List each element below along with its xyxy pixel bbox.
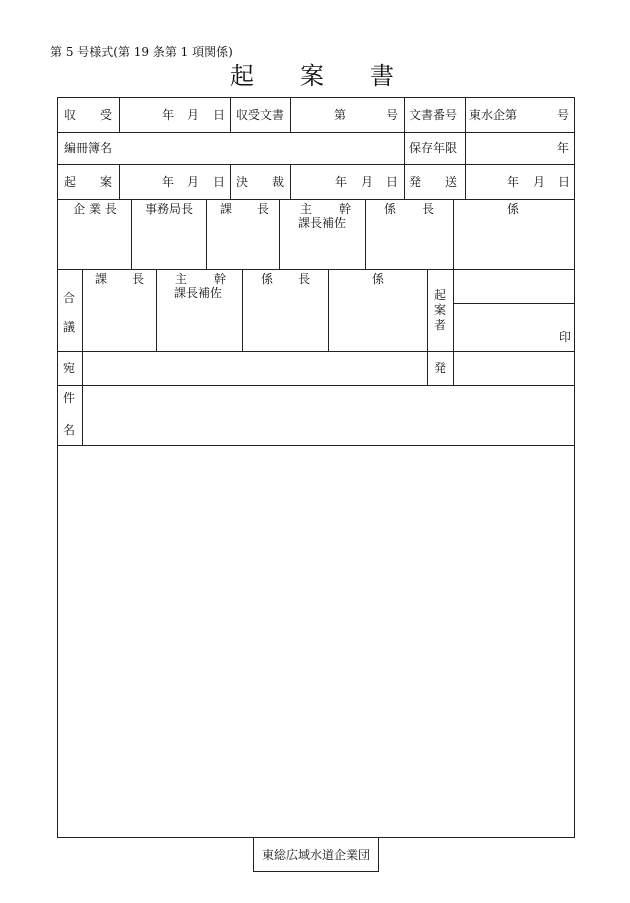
receipt-month: 月 — [187, 108, 200, 122]
dispatch-label-2: 送 — [445, 175, 458, 189]
address-to-label: 宛 — [63, 361, 76, 375]
doc-number-label: 文書番号 — [409, 108, 458, 122]
draft-year: 年 — [162, 175, 175, 189]
dispatch-label-1: 発 — [409, 175, 422, 189]
approval-chief-1: 主 — [300, 202, 313, 216]
consult-staff-label: 係 — [371, 272, 385, 286]
subject-label-2: 名 — [63, 423, 76, 437]
draft-month: 月 — [187, 175, 200, 189]
approval-section-chief-2: 長 — [257, 202, 270, 216]
consult-section-chief-2: 長 — [132, 272, 145, 286]
secretary-general-label: 事務局長 — [144, 202, 194, 216]
dispatch-day: 日 — [558, 175, 571, 189]
consult-deputy-label: 課長補佐 — [173, 286, 223, 300]
draft-label-2: 案 — [100, 175, 113, 189]
org-prefix: 東水企第 — [469, 108, 518, 122]
title-char-3: 書 — [370, 62, 394, 90]
issuer-name: 東総広域水道企業団 — [253, 838, 379, 872]
retention-year: 年 — [557, 141, 570, 155]
title-char-2: 案 — [300, 62, 324, 90]
dispatch-year: 年 — [507, 175, 520, 189]
receipt-label-1: 収 — [64, 108, 77, 122]
receipt-day: 日 — [213, 108, 226, 122]
decision-label-1: 決 — [236, 175, 249, 189]
drafter-label-1: 起 — [434, 288, 447, 302]
dai-label: 第 — [334, 108, 347, 122]
decision-label-2: 裁 — [272, 175, 285, 189]
form-number: 第 5 号様式(第 19 条第 1 項関係) — [50, 45, 233, 59]
decision-day: 日 — [386, 175, 399, 189]
approval-section-chief-1: 課 — [220, 202, 233, 216]
consult-label-2: 議 — [63, 320, 76, 334]
gou-label: 号 — [386, 108, 399, 122]
dispatch-month: 月 — [533, 175, 546, 189]
president-label: 企 業 長 — [73, 202, 117, 216]
receipt-label-2: 受 — [100, 108, 113, 122]
subject-label-1: 件 — [63, 391, 76, 405]
drafter-label-3: 者 — [434, 318, 447, 332]
page-title — [200, 56, 430, 88]
approval-staff-label: 係 — [506, 202, 520, 216]
approval-subsection-chief-2: 長 — [422, 202, 435, 216]
consult-section-chief-1: 課 — [95, 272, 108, 286]
org-gou: 号 — [557, 108, 570, 122]
consult-label-1: 合 — [63, 291, 76, 305]
consult-chief-2: 幹 — [214, 272, 227, 286]
approval-subsection-chief-1: 係 — [384, 202, 397, 216]
book-name-label: 編冊簿名 — [64, 141, 113, 155]
consult-subsection-chief-1: 係 — [261, 272, 274, 286]
receipt-year: 年 — [162, 108, 175, 122]
draft-label-1: 起 — [64, 175, 77, 189]
decision-month: 月 — [361, 175, 374, 189]
decision-year: 年 — [335, 175, 348, 189]
address-from-label: 発 — [434, 361, 447, 375]
consult-chief-1: 主 — [175, 272, 188, 286]
receipt-doc-label: 収受文書 — [236, 108, 285, 122]
approval-deputy-label: 課長補佐 — [297, 216, 347, 230]
draft-day: 日 — [213, 175, 226, 189]
seal-label: 印 — [559, 330, 572, 344]
consult-subsection-chief-2: 長 — [298, 272, 311, 286]
title-char-1: 起 — [230, 62, 254, 90]
drafter-label-2: 案 — [434, 303, 447, 317]
retention-label: 保存年限 — [409, 141, 458, 155]
approval-chief-2: 幹 — [339, 202, 352, 216]
proposal-form-table — [57, 97, 575, 838]
